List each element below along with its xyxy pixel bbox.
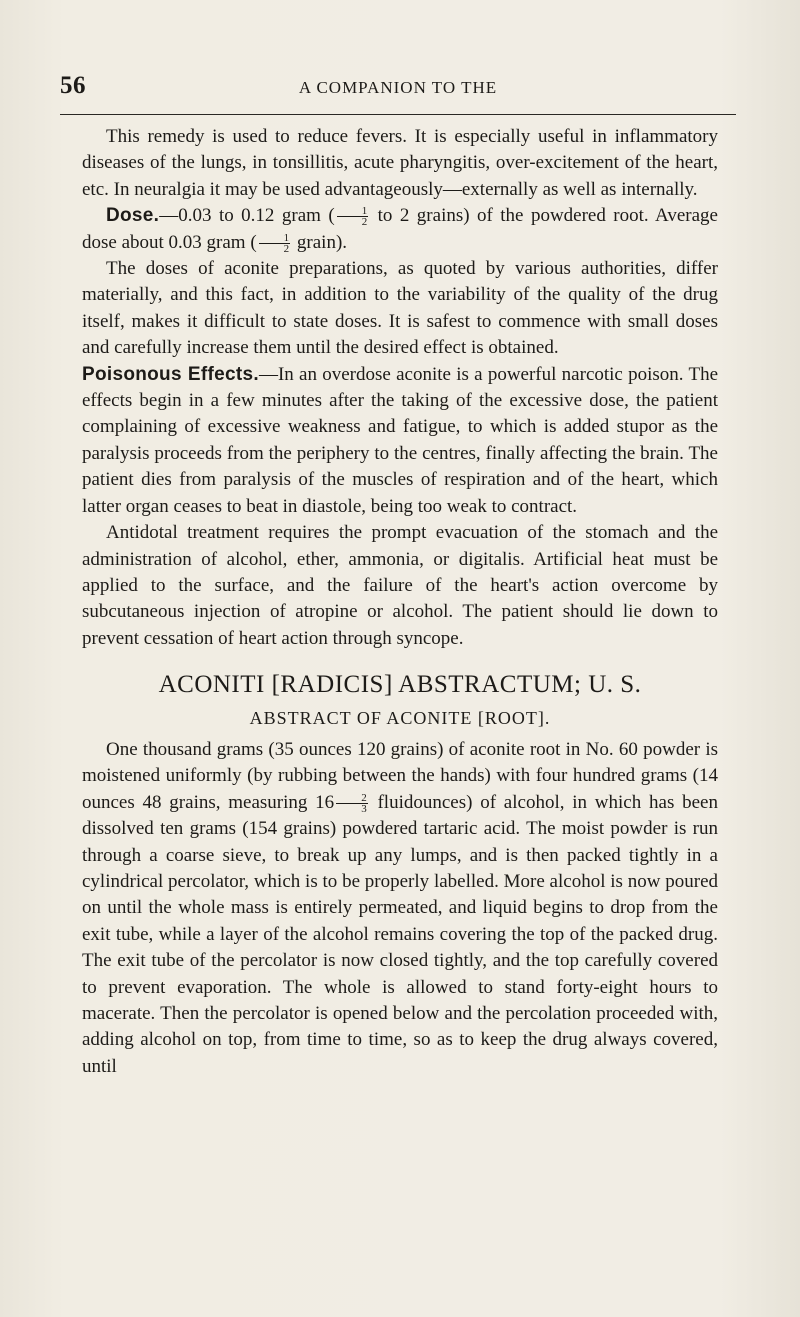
dose-text-a: —0.03 to 0.12 gram ( xyxy=(159,205,335,227)
page-header xyxy=(60,72,736,104)
fraction-numerator: 1 xyxy=(259,233,291,244)
section-title: ACONITI [RADICIS] ABSTRACTUM; U. S. xyxy=(158,671,642,699)
running-head: A COMPANION TO THE xyxy=(298,78,498,97)
dose-text-b: to 2 grains) of the powdered root. Average dose about 0.03 gram ( xyxy=(82,205,718,253)
page-number: 56 xyxy=(60,72,86,99)
dose-text-c: grain). xyxy=(292,231,348,253)
doses-note-paragraph: The doses of aconite preparations, as quoted by various authorities, differ materially, and this fact, in addition to the variability of the quality of the drug itself, makes it difficult to state doses. It is safest to commence with small doses and carefully increase them until the desired effect is obtained. xyxy=(82,258,718,359)
fraction-denominator: 3 xyxy=(361,802,367,815)
poisonous-effects-text: —In an overdose aconite is a powerful narcotic poison. The effects begin in a few minutes after the taking of the excessive dose, the patient complaining of excessive weakness and fatigue, to which is added stupor as the paralysis proceeds from the periphery to the centres, finally affecting the brain. The patient dies from paralysis of the muscles of respiration and of the heart, which latter organ ceases to beat in diastole, being too weak to contract. xyxy=(82,363,719,517)
section-subtitle: ABSTRACT OF ACONITE [ROOT]. xyxy=(249,707,551,728)
dose-paragraph xyxy=(82,203,718,256)
page-body xyxy=(82,124,718,1080)
fraction-denominator: 2 xyxy=(283,242,290,255)
poisonous-effects-heading: Poisonous Effects. xyxy=(82,363,259,385)
fraction-denominator: 2 xyxy=(361,216,368,229)
fraction-two-thirds xyxy=(336,793,368,814)
fraction-half xyxy=(259,233,291,254)
intro-paragraph: This remedy is used to reduce fevers. It is especially useful in inflammatory diseases of the lungs, in tonsillitis, acute pharyngitis, over-excitement of the heart, etc. In neuralgia it may be used advantageously—externally as well as internally. xyxy=(82,126,718,200)
preparation-text-a: One thousand grams (35 ounces 120 grains) of aconite root in No. 60 powder is moistened uniformly (by rubbing between the hands) with four hundred grams (14 ounces 48 grains, measuring 16 xyxy=(82,738,718,813)
antidotal-treatment-paragraph: Antidotal treatment requires the prompt evacuation of the stomach and the administration of alcohol, ether, ammonia, or digitalis. Artificial heat must be applied to the surface, and the failure of the heart's action overcome by subcutaneous injection of atropine or alcohol. The patient should lie down to prevent cessation of heart action through syncope. xyxy=(82,522,718,649)
fraction-numerator: 1 xyxy=(337,206,369,217)
fraction-half xyxy=(337,206,369,227)
preparation-text-b: fluidounces) of alcohol, in which has been dissolved ten grams (154 grains) powdered tartaric acid. The moist powder is run through a coarse sieve, to break up any lumps, and is then packed tightly in a cylindrical percolator, which is to be properly labelled. More alcohol is now poured on until the whole mass is entirely permeated, and liquid begins to drop from the exit tube, while a layer of the alcohol remains covering the top of the packed drug. The exit tube of the percolator is now closed tightly, and the top carefully covered to prevent evaporation. The whole is allowed to stand forty-eight hours to macerate. Then the percolator is opened below and the percolation proceeded with, adding alcohol on top, from time to time, so as to keep the drug always covered, until xyxy=(82,791,718,1077)
poisonous-effects-paragraph xyxy=(82,362,718,520)
fraction-numerator: 2 xyxy=(336,793,368,804)
dose-heading: Dose. xyxy=(106,205,160,227)
header-rule xyxy=(60,114,736,115)
preparation-paragraph xyxy=(82,737,718,1080)
